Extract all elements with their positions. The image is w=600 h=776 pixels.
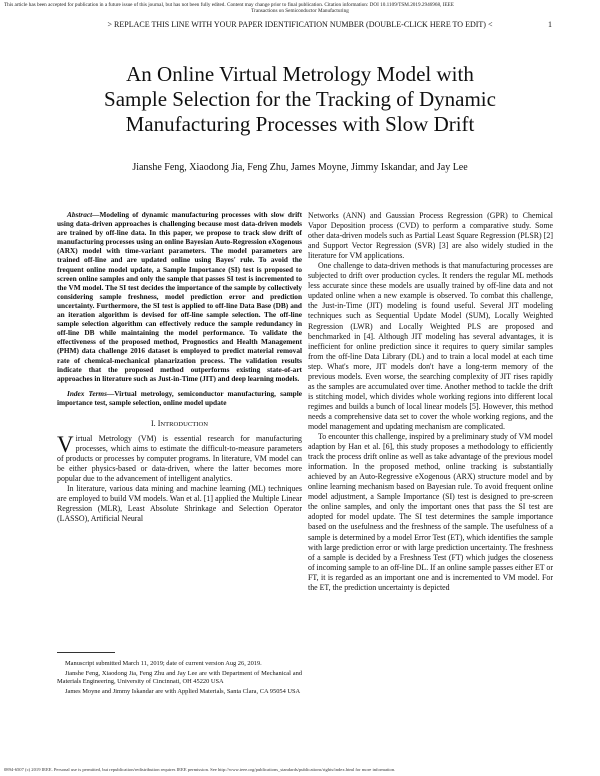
intro-paragraph-2: In literature, various data mining and machine learning (ML) techniques are employed to build VM models. Wan et al. [1] applied the Multiple Linear Regression (MLR), Least Absolute Shrinkage and Selection Operator (LASSO), Artificial Neural	[57, 484, 302, 524]
section-title-first: I	[157, 418, 161, 428]
footnote-rule	[57, 652, 115, 653]
intro-paragraph-1	[57, 434, 302, 484]
footnotes	[57, 660, 302, 698]
footnote-manuscript: Manuscript submitted March 11, 2019; date of current version Aug 26, 2019.	[65, 660, 262, 667]
right-paragraph-1: Networks (ANN) and Gaussian Process Regression (GPR) to Chemical Vapor Deposition process (CVD) to perform a comparative study. Some other data-driven models such as Partial Least Square Regression (PLSR) [2] and Support Vector Regression (SVR) [3] are also widely studied in the literature for VM applications.	[308, 211, 553, 261]
abstract-label: Abstract	[67, 210, 93, 219]
title-line-1: An Online Virtual Metrology Model with	[126, 62, 474, 86]
index-terms	[57, 389, 302, 407]
publication-notice-line2: Transactions on Semiconductor Manufacturing	[251, 8, 349, 15]
section-heading-introduction	[57, 419, 302, 430]
drop-cap: V	[57, 432, 74, 458]
title-line-2: Sample Selection for the Tracking of Dynamic	[104, 87, 496, 111]
title-line-3: Manufacturing Processes with Slow Drift	[125, 112, 475, 136]
right-paragraph-3: To encounter this challenge, inspired by a preliminary study of VM model adaption by Han et al. [6], this study proposes a methodology to efficiently track the process drift online as well as take advantage of the previous model information. In the proposed method, online tracking is substantially achieved by an Auto-Regressive eXogenous (ARX) structure model and by online learning mechanism based on Bayesian rule. To avoid frequent online model adjustment, a Sample Importance (SI) test is designed to pre-screen the online samples, and only the important ones that pass the SI test are adopted for model update. The SI test determines the sample importance based on the usefulness and the freshness of the sample. The usefulness of a sample is determined by a model Error Test (ET), which identifies the sample with large prediction error or with large prediction uncertainty. The freshness of a sample is decided by a Freshness Test (FT) which judges the closeness of incoming sample to an off-line DL. If an online sample passes either ET or FT, it is regarded as an important one and is incremented to VM model. For the ET, the prediction uncertainty is depicted	[308, 432, 553, 592]
right-paragraph-2: One challenge to data-driven methods is that manufacturing processes are subjected to drift over production cycles. It renders the regular ML methods less accurate since these models are usually trained by off-line data and not updated online when a new example is observed. To combat this challenge, the Just-in-Time (JIT) modeling is found useful. Several JIT modeling techniques such as Sequential Update Model (SUM), Locally Weighted Regression (LWR) and Locally Weighted PLS are proposed and benchmarked in [4]. Although JIT modeling has several advantages, it is inefficient for online prediction since it requires to query similar samples from the off-line Data Library (DL) and to train a local model at each time step. What's more, JIT models don't have a long-term memory of the previous models. Even worse, the searching complexity of JIT rises rapidly as the samples are accumulated over time. Another method to tackle the drift is stitching model, which divides whole working regions into different local regimes and builds a bunch of local linear models [5]. However, this method needs a comprehensive data set to cover the whole working regions, and the model management and updating mechanism are complicated.	[308, 261, 553, 431]
author-list: Jianshe Feng, Xiaodong Jia, Feng Zhu, James Moyne, Jimmy Iskandar, and Jay Lee	[132, 162, 468, 173]
publication-notice-line1: This article has been accepted for publication in a future issue of this journal, but has not been fully edited. Content may change prior to final publication. Citation information: DOI 10.1109/TSM.2019.2946968, IEEE	[4, 2, 454, 8]
footnote-affiliation-1: Jianshe Feng, Xiaodong Jia, Feng Zhu and Jay Lee are with Department of Mechanical and Materials Engineering, University of Cincinnati, OH 45220 USA	[57, 670, 302, 686]
publication-notice	[4, 2, 596, 14]
header-text: > REPLACE THIS LINE WITH YOUR PAPER IDENTIFICATION NUMBER (DOUBLE-CLICK HERE TO EDIT) <	[107, 20, 493, 29]
index-terms-text: —Virtual metrology, semiconductor manufacturing, sample importance test, sample selection, online model update	[57, 388, 302, 407]
right-column	[308, 211, 553, 593]
copyright-notice: 0894-6507 (c) 2019 IEEE. Personal use is permitted, but republication/redistribution requires IEEE permission. See http://www.ieee.org/publications_standards/publications/rights/index.html for more information.	[4, 767, 396, 772]
left-column	[57, 210, 302, 524]
paper-title	[40, 62, 560, 137]
abstract	[57, 210, 302, 383]
index-terms-label: Index Terms	[67, 388, 107, 398]
section-title-rest: NTRODUCTION	[160, 420, 208, 428]
page-number: 1	[548, 20, 552, 29]
footnote-affiliation-2: James Moyne and Jimmy Iskandar are with Applied Materials, Santa Clara, CA 95054 USA	[65, 688, 301, 696]
abstract-text: —Modeling of dynamic manufacturing processes with slow drift using data-driven approaches is challenging because most data-driven models are trained by off-line data. In this paper, we propose to track slow drift of manufacturing processes using an online Bayesian Auto-Regression eXogenous (ARX) model with time-variant parameters. The model parameters are trained off-line and are updated online using Bayes' rule. To avoid the frequent online model update, a Sample Importance (SI) test is proposed to screen online samples and only the sample that passes SI test is incremented to the VM model. The SI test decides the importance of the sample by collectively considering sample freshness, model prediction error and prediction uncertainty. Furthermore, the SI test is applied to off-line Data Base (DB) and an iteration algorithm is devised for off-line sample selection. The off-line sample selection algorithm can effectively reduce the sample redundancy in off-line DB while maintaining the model performance. To validate the effectiveness of the proposed method, Prognostics and Health Management (PHM) data challenge 2016 dataset is employed to predict material removal rate of chemical-mechanical planarization process. The validation results indicate that the proposed method outperforms existing state-of-art approaches in literature such as Just-in-Time (JIT) and deep learning models.	[57, 210, 302, 383]
intro-p1-text: irtual Metrology (VM) is essential research for manufacturing processes, which aims to estimate the difficult-to-measure parameters of products or processes by computer programs. In literature, VM model can be either physics-based or data-driven, where the latter becomes more popular due to the advancement of intelligent analytics.	[57, 434, 302, 484]
section-number: I.	[151, 418, 156, 428]
